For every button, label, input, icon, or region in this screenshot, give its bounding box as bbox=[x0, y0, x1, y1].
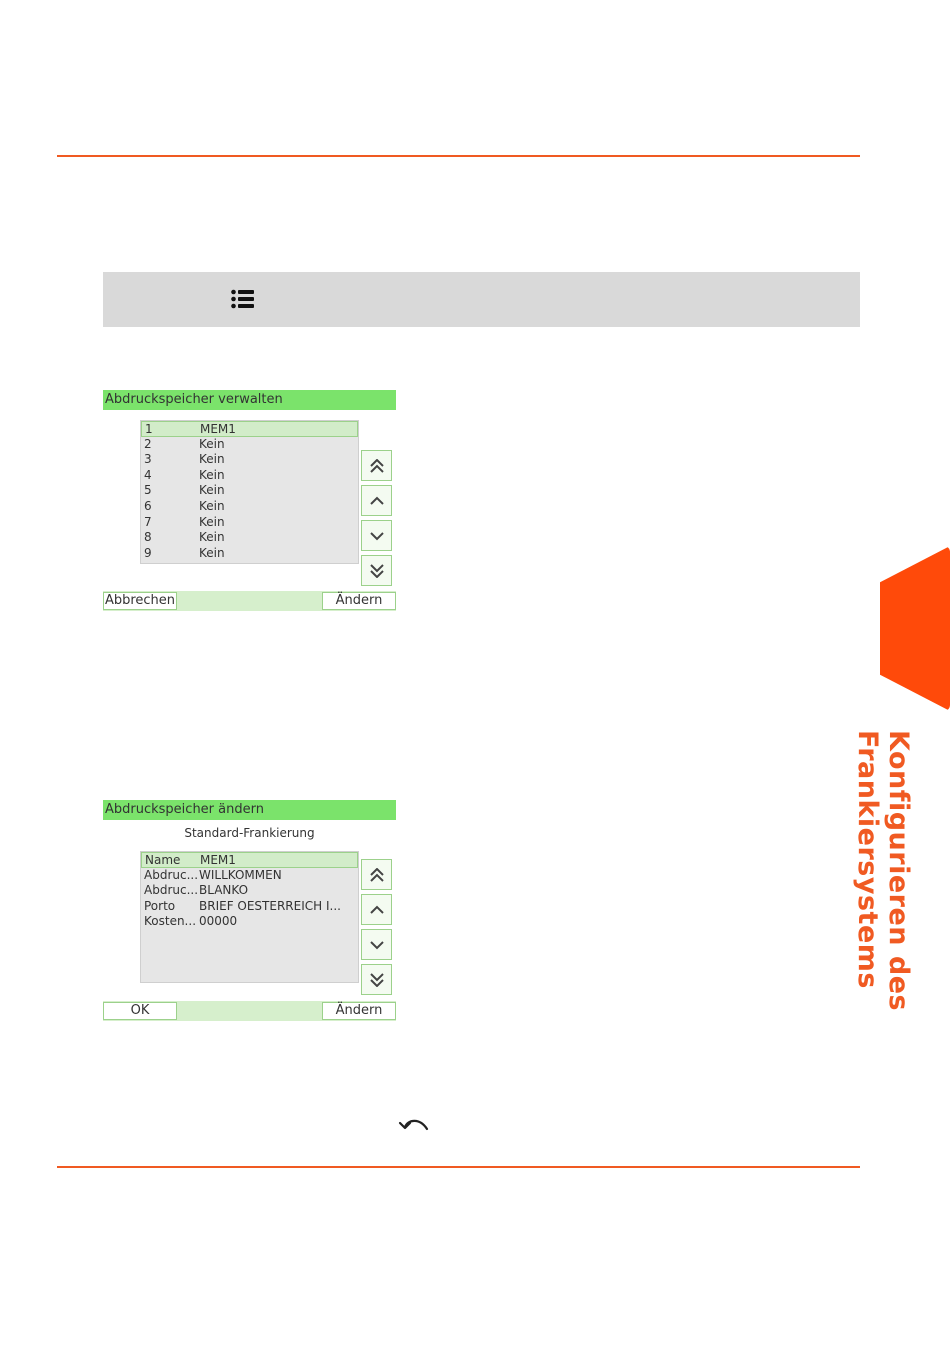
list-item-key: Abdruc... bbox=[144, 883, 199, 898]
list-item[interactable] bbox=[141, 468, 358, 484]
screen-manage-memories bbox=[103, 390, 396, 611]
undo-arrow-icon bbox=[398, 1115, 430, 1135]
list-item[interactable] bbox=[141, 421, 358, 437]
chevron-down-icon bbox=[369, 938, 385, 952]
list-item-value: Kein bbox=[199, 452, 225, 467]
line-down-button[interactable] bbox=[361, 520, 392, 551]
list-item-value: Kein bbox=[199, 483, 225, 498]
list-item-key: 9 bbox=[144, 545, 152, 560]
memory-list[interactable] bbox=[140, 420, 359, 564]
list-item-value: Kein bbox=[199, 436, 225, 451]
page-down-button[interactable] bbox=[361, 964, 392, 995]
list-item-key: 8 bbox=[144, 530, 152, 545]
line-up-button[interactable] bbox=[361, 485, 392, 516]
edit-button[interactable]: Ändern bbox=[322, 1002, 396, 1020]
list-item-key: 4 bbox=[144, 467, 152, 482]
list-item-value: 00000 bbox=[199, 914, 238, 929]
chevron-down-icon bbox=[369, 529, 385, 543]
list-item-key: 6 bbox=[144, 498, 152, 513]
memory-detail-list[interactable] bbox=[140, 851, 359, 983]
list-item[interactable] bbox=[141, 499, 358, 515]
list-item[interactable] bbox=[141, 883, 358, 899]
top-rule bbox=[57, 155, 860, 157]
chevron-up-icon bbox=[369, 494, 385, 508]
bottom-rule bbox=[57, 1166, 860, 1168]
list-item[interactable] bbox=[141, 868, 358, 884]
list-menu-icon bbox=[231, 289, 255, 309]
double-chevron-up-icon bbox=[369, 459, 385, 473]
list-item-key: Abdruc... bbox=[144, 867, 199, 882]
chapter-title: Konfigurieren des Frankiersystems bbox=[852, 730, 914, 1012]
list-item-key: Kosten... bbox=[144, 914, 197, 929]
list-item[interactable] bbox=[141, 852, 358, 868]
double-chevron-up-icon bbox=[369, 868, 385, 882]
instruction-bar bbox=[103, 272, 860, 327]
list-item[interactable] bbox=[141, 546, 358, 562]
line-up-button[interactable] bbox=[361, 894, 392, 925]
double-chevron-down-icon bbox=[369, 973, 385, 987]
list-item[interactable] bbox=[141, 437, 358, 453]
screen-edit-memory bbox=[103, 800, 396, 1021]
page-up-button[interactable] bbox=[361, 859, 392, 890]
list-item-value: MEM1 bbox=[200, 422, 236, 436]
list-item-value: Kein bbox=[199, 467, 225, 482]
list-item-key: 3 bbox=[144, 452, 152, 467]
list-item[interactable] bbox=[141, 914, 358, 930]
list-item-key: 7 bbox=[144, 514, 152, 529]
page-down-button[interactable] bbox=[361, 555, 392, 586]
list-item-value: MEM1 bbox=[200, 853, 236, 867]
page-up-button[interactable] bbox=[361, 450, 392, 481]
list-item-key: 2 bbox=[144, 436, 152, 451]
softkey-bar bbox=[103, 591, 396, 611]
ok-button[interactable]: OK bbox=[103, 1002, 177, 1020]
list-item[interactable] bbox=[141, 530, 358, 546]
chevron-up-icon bbox=[369, 903, 385, 917]
list-item-value: Kein bbox=[199, 530, 225, 545]
list-item[interactable] bbox=[141, 899, 358, 915]
list-item[interactable] bbox=[141, 515, 358, 531]
list-item-key: 5 bbox=[144, 483, 152, 498]
screen-subtitle: Standard-Frankierung bbox=[184, 826, 315, 840]
chapter-tab bbox=[880, 546, 950, 711]
list-item-key: Porto bbox=[144, 898, 176, 913]
list-item-value: WILLKOMMEN bbox=[199, 867, 282, 882]
line-down-button[interactable] bbox=[361, 929, 392, 960]
list-item-value: Kein bbox=[199, 498, 225, 513]
list-item[interactable] bbox=[141, 452, 358, 468]
list-item-key: Name bbox=[145, 853, 181, 867]
list-item-value: BRIEF OESTERREICH I... bbox=[199, 898, 341, 913]
list-item-value: BLANKO bbox=[199, 883, 249, 898]
cancel-button[interactable]: Abbrechen bbox=[104, 593, 176, 608]
screen-title: Abdruckspeicher verwalten bbox=[103, 390, 396, 410]
edit-button[interactable]: Ändern bbox=[322, 592, 396, 610]
list-item-key: 1 bbox=[145, 422, 153, 436]
list-item-value: Kein bbox=[199, 514, 225, 529]
double-chevron-down-icon bbox=[369, 564, 385, 578]
screen-title: Abdruckspeicher ändern bbox=[103, 800, 396, 820]
softkey-bar bbox=[103, 1001, 396, 1021]
list-item[interactable] bbox=[141, 483, 358, 499]
list-item-value: Kein bbox=[199, 545, 225, 560]
